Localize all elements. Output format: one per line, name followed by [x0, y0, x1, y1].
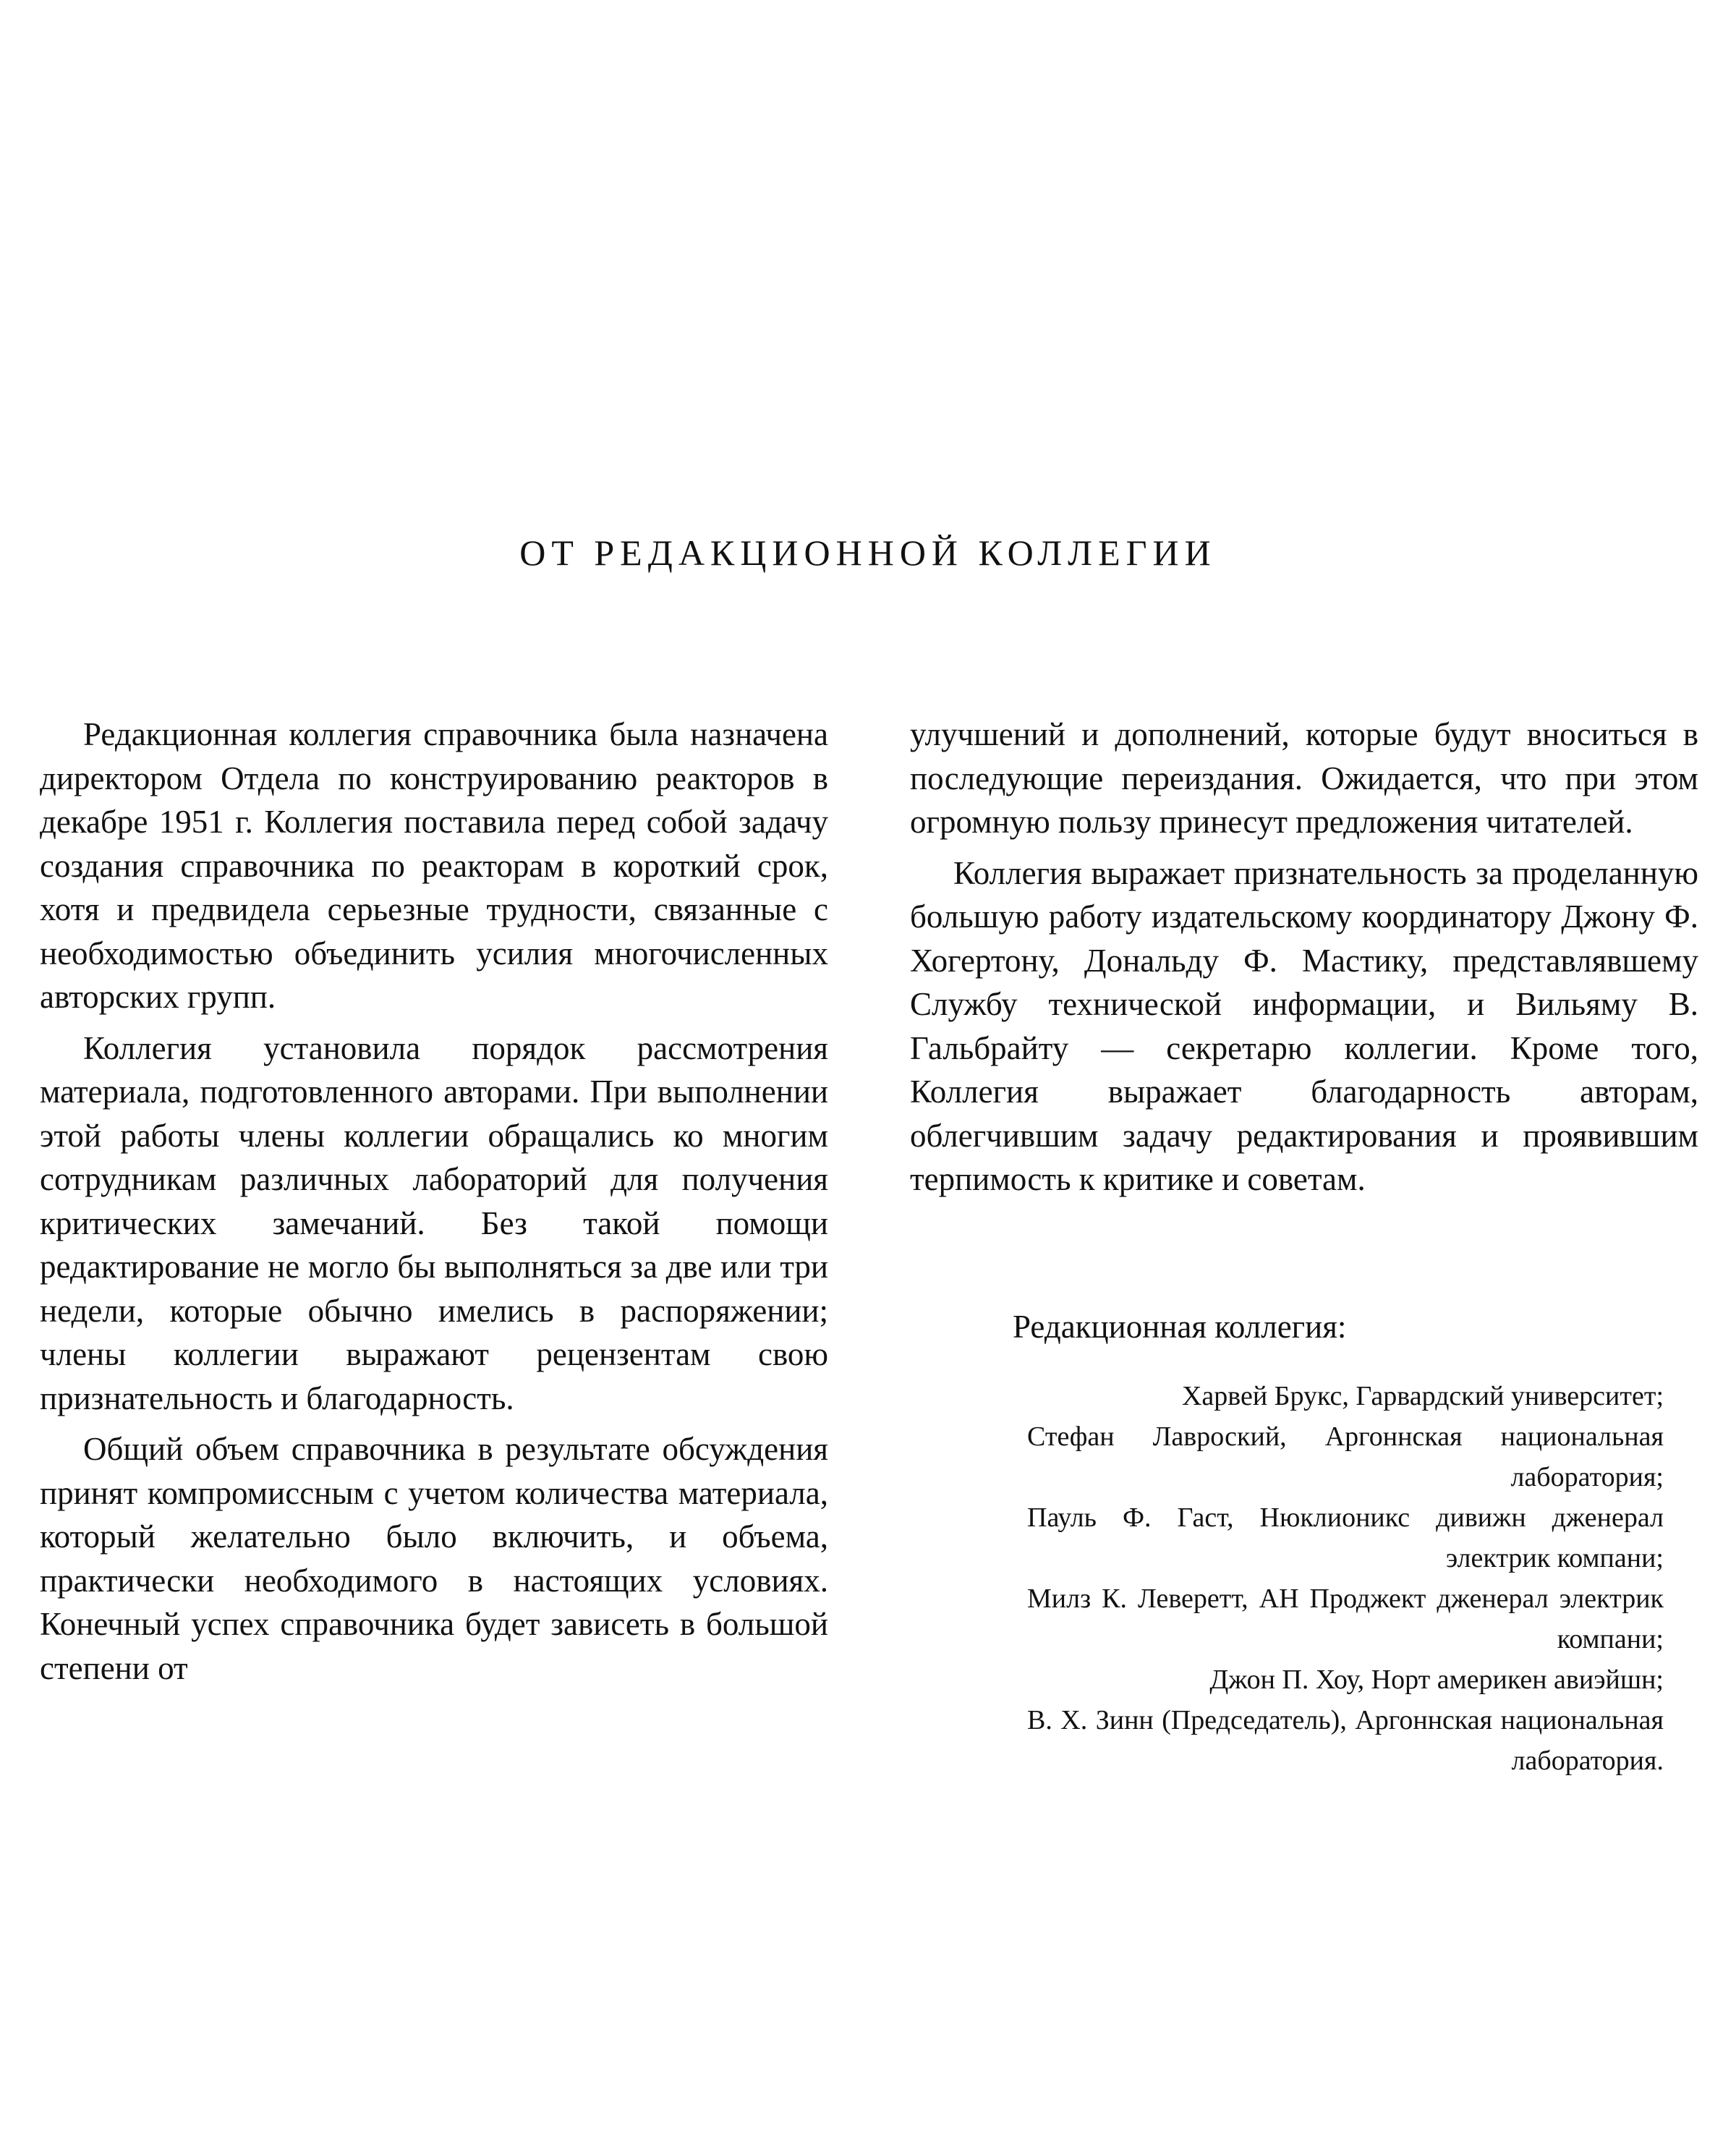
- member-item: Стефан Лавроский, Аргоннская национальная лаборатория;: [1027, 1421, 1664, 1492]
- members-list: [1027, 1376, 1664, 1781]
- paragraph-3: Общий объем справочника в результате обсуждения принят компромиссным с учетом количества материала, который желательно было включить, и объема, практически необходимого в настоящих условиях. Конечный успех справочника будет зависеть в большой степени от: [40, 1431, 828, 1686]
- right-column: [910, 713, 1698, 1209]
- left-column: [40, 713, 828, 1697]
- member-item: В. Х. Зинн (Председатель), Аргоннская национальная лаборатория.: [1027, 1705, 1664, 1776]
- paragraph-4: Коллегия выражает признательность за проделанную большую работу издательскому координатору Джону Ф. Хогертону, Дональду Ф. Мастику, представлявшему Службу технической информации, и Вильяму В. Гальбрайту — секретарю коллегии. Кроме того, Коллегия выражает благодарность авторам, облегчившим задачу редактирования и проявившим терпимость к критике и советам.: [910, 854, 1698, 1197]
- paragraph-2: Коллегия установила порядок рассмотрения материала, подготовленного авторами. При выполнении этой работы члены коллегии обращались ко многим сотрудникам различных лабораторий для получения критических замечаний. Без такой помощи редактирование не могло бы выполняться за две или три недели, которые обычно имелись в распоряжении; члены коллегии выражают рецензентам свою признательность и благодарность.: [40, 1029, 828, 1416]
- paragraph-1: Редакционная коллегия справочника была назначена директором Отдела по конструированию реакторов в декабре 1951 г. Коллегия поставила перед собой задачу создания справочника по реакторам в короткий срок, хотя и предвидела серьезные трудности, связанные с необходимостью объединить усилия многочисленных авторских групп.: [40, 716, 828, 1015]
- member-item: Джон П. Хоу, Норт америкен авиэйшн;: [1209, 1665, 1664, 1695]
- signature-label: Редакционная коллегия:: [1013, 1309, 1347, 1345]
- member-item: Пауль Ф. Гаст, Нюклионикс дивижн дженерал электрик компани;: [1027, 1502, 1664, 1573]
- page-title: ОТ РЕДАКЦИОННОЙ КОЛЛЕГИИ: [519, 532, 1217, 573]
- member-item: Харвей Брукс, Гарвардский университет;: [1181, 1381, 1664, 1411]
- member-item: Милз К. Леверетт, АН Проджект дженерал электрик компани;: [1027, 1584, 1664, 1654]
- paragraph-3-continuation: улучшений и дополнений, которые будут вноситься в последующие переиздания. Ожидается, что при этом огромную пользу принесут предложения читателей.: [910, 716, 1698, 840]
